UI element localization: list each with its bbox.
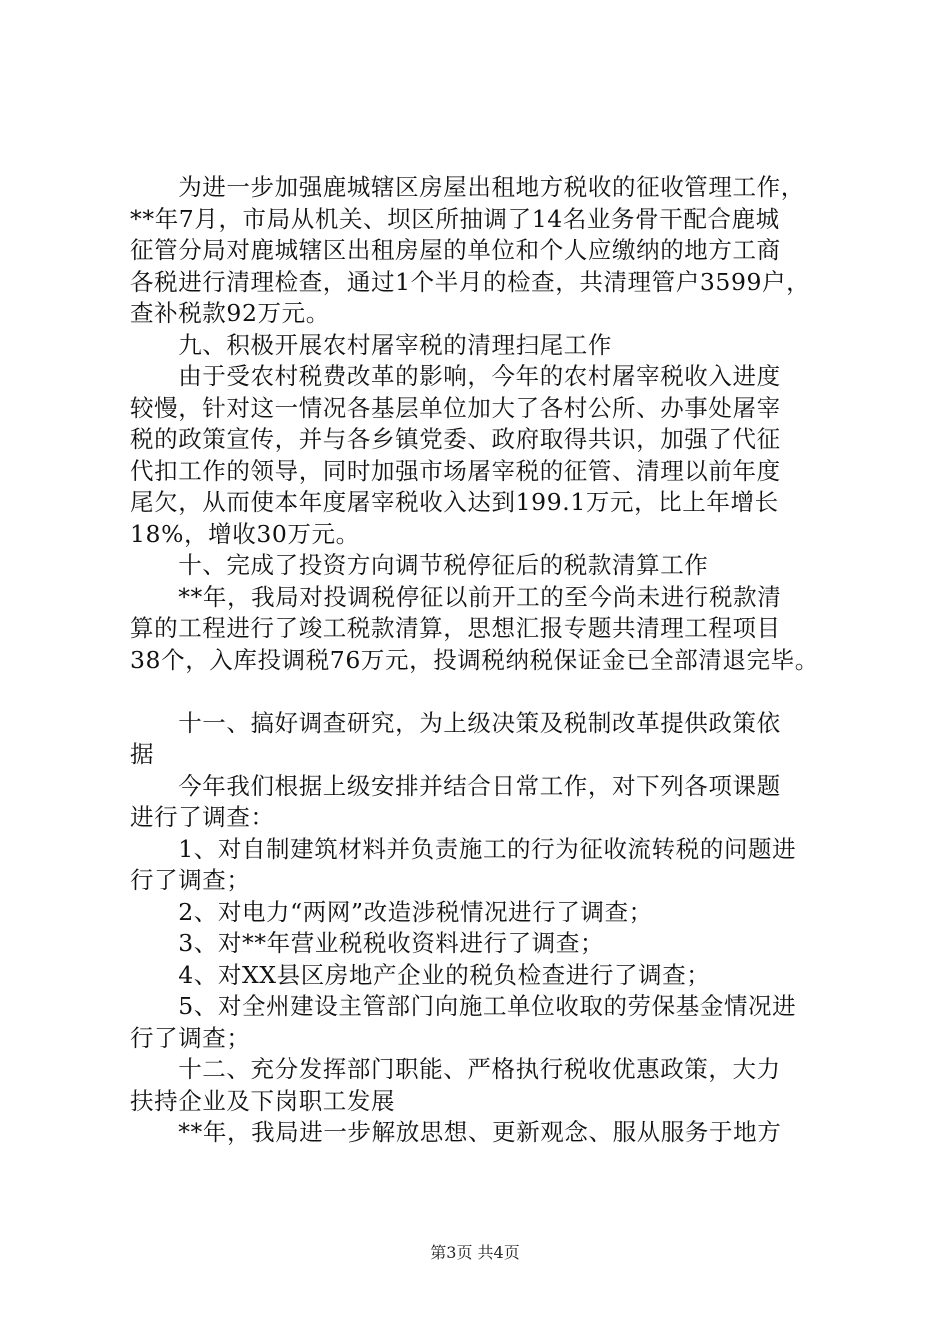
section-heading: 扶持企业及下岗职工发展 xyxy=(130,1086,396,1115)
body-text-line: 征管分局对鹿城辖区出租房屋的单位和个人应缴纳的地方工商 xyxy=(130,236,781,264)
list-item: 行了调查； xyxy=(130,866,251,894)
body-text-line: **年，我局进一步解放思想、更新观念、服从服务于地方 xyxy=(130,1118,782,1146)
body-text-line: 查补税款92万元。 xyxy=(130,299,330,327)
section-heading: 据 xyxy=(130,740,155,768)
body-text-line: 为进一步加强鹿城辖区房屋出租地方税收的征收管理工作， xyxy=(130,173,805,201)
body-text-line: 算的工程进行了竣工税款清算，思想汇报专题共清理工程项目 xyxy=(130,614,781,642)
list-item: 行了调查； xyxy=(130,1023,251,1052)
list-item: 2、对电力“两网”改造涉税情况进行了调查； xyxy=(130,897,653,926)
section-heading: 十、完成了投资方向调节税停征后的税款清算工作 xyxy=(130,551,709,579)
body-text-line: 18%，增收30万元。 xyxy=(130,519,360,548)
section-heading: 十一、搞好调查研究，为上级决策及税制改革提供政策依 xyxy=(130,708,781,737)
body-text-line: **年7月，市局从机关、坝区所抽调了14名业务骨干配合鹿城 xyxy=(130,204,780,233)
body-text-line: 尾欠，从而使本年度屠宰税收入达到199.1万元，比上年增长 xyxy=(130,488,779,516)
body-text-line: 38个，入库投调税76万元，投调税纳税保证金已全部清退完毕。 xyxy=(130,645,819,674)
list-item: 3、对**年营业税税收资料进行了调查； xyxy=(130,929,605,957)
section-heading: 十二、充分发挥部门职能、严格执行税收优惠政策，大力 xyxy=(130,1055,781,1083)
body-text-line: 较慢，针对这一情况各基层单位加大了各村公所、办事处屠宰 xyxy=(130,393,781,422)
body-text-line: 进行了调查： xyxy=(130,803,275,831)
list-item: 4、对XX县区房地产企业的税负检查进行了调查； xyxy=(130,960,711,989)
body-text-line: **年，我局对投调税停征以前开工的至今尚未进行税款清 xyxy=(130,582,782,611)
page-footer: 第3页 共4页 xyxy=(430,1243,520,1262)
body-text-line: 今年我们根据上级安排并结合日常工作，对下列各项课题 xyxy=(130,771,781,800)
body-text-line: 各税进行清理检查，通过1个半月的检查，共清理管户3599户， xyxy=(130,267,811,296)
body-text-line: 由于受农村税费改革的影响，今年的农村屠宰税收入进度 xyxy=(130,362,781,390)
body-text-line: 税的政策宣传，并与各乡镇党委、政府取得共识，加强了代征 xyxy=(130,425,781,453)
list-item: 5、对全州建设主管部门向施工单位收取的劳保基金情况进 xyxy=(130,992,797,1020)
section-heading: 九、积极开展农村屠宰税的清理扫尾工作 xyxy=(130,330,612,359)
list-item: 1、对自制建筑材料并负责施工的行为征收流转税的问题进 xyxy=(130,834,797,863)
body-text-line: 代扣工作的领导，同时加强市场屠宰税的征管、清理以前年度 xyxy=(130,456,781,485)
